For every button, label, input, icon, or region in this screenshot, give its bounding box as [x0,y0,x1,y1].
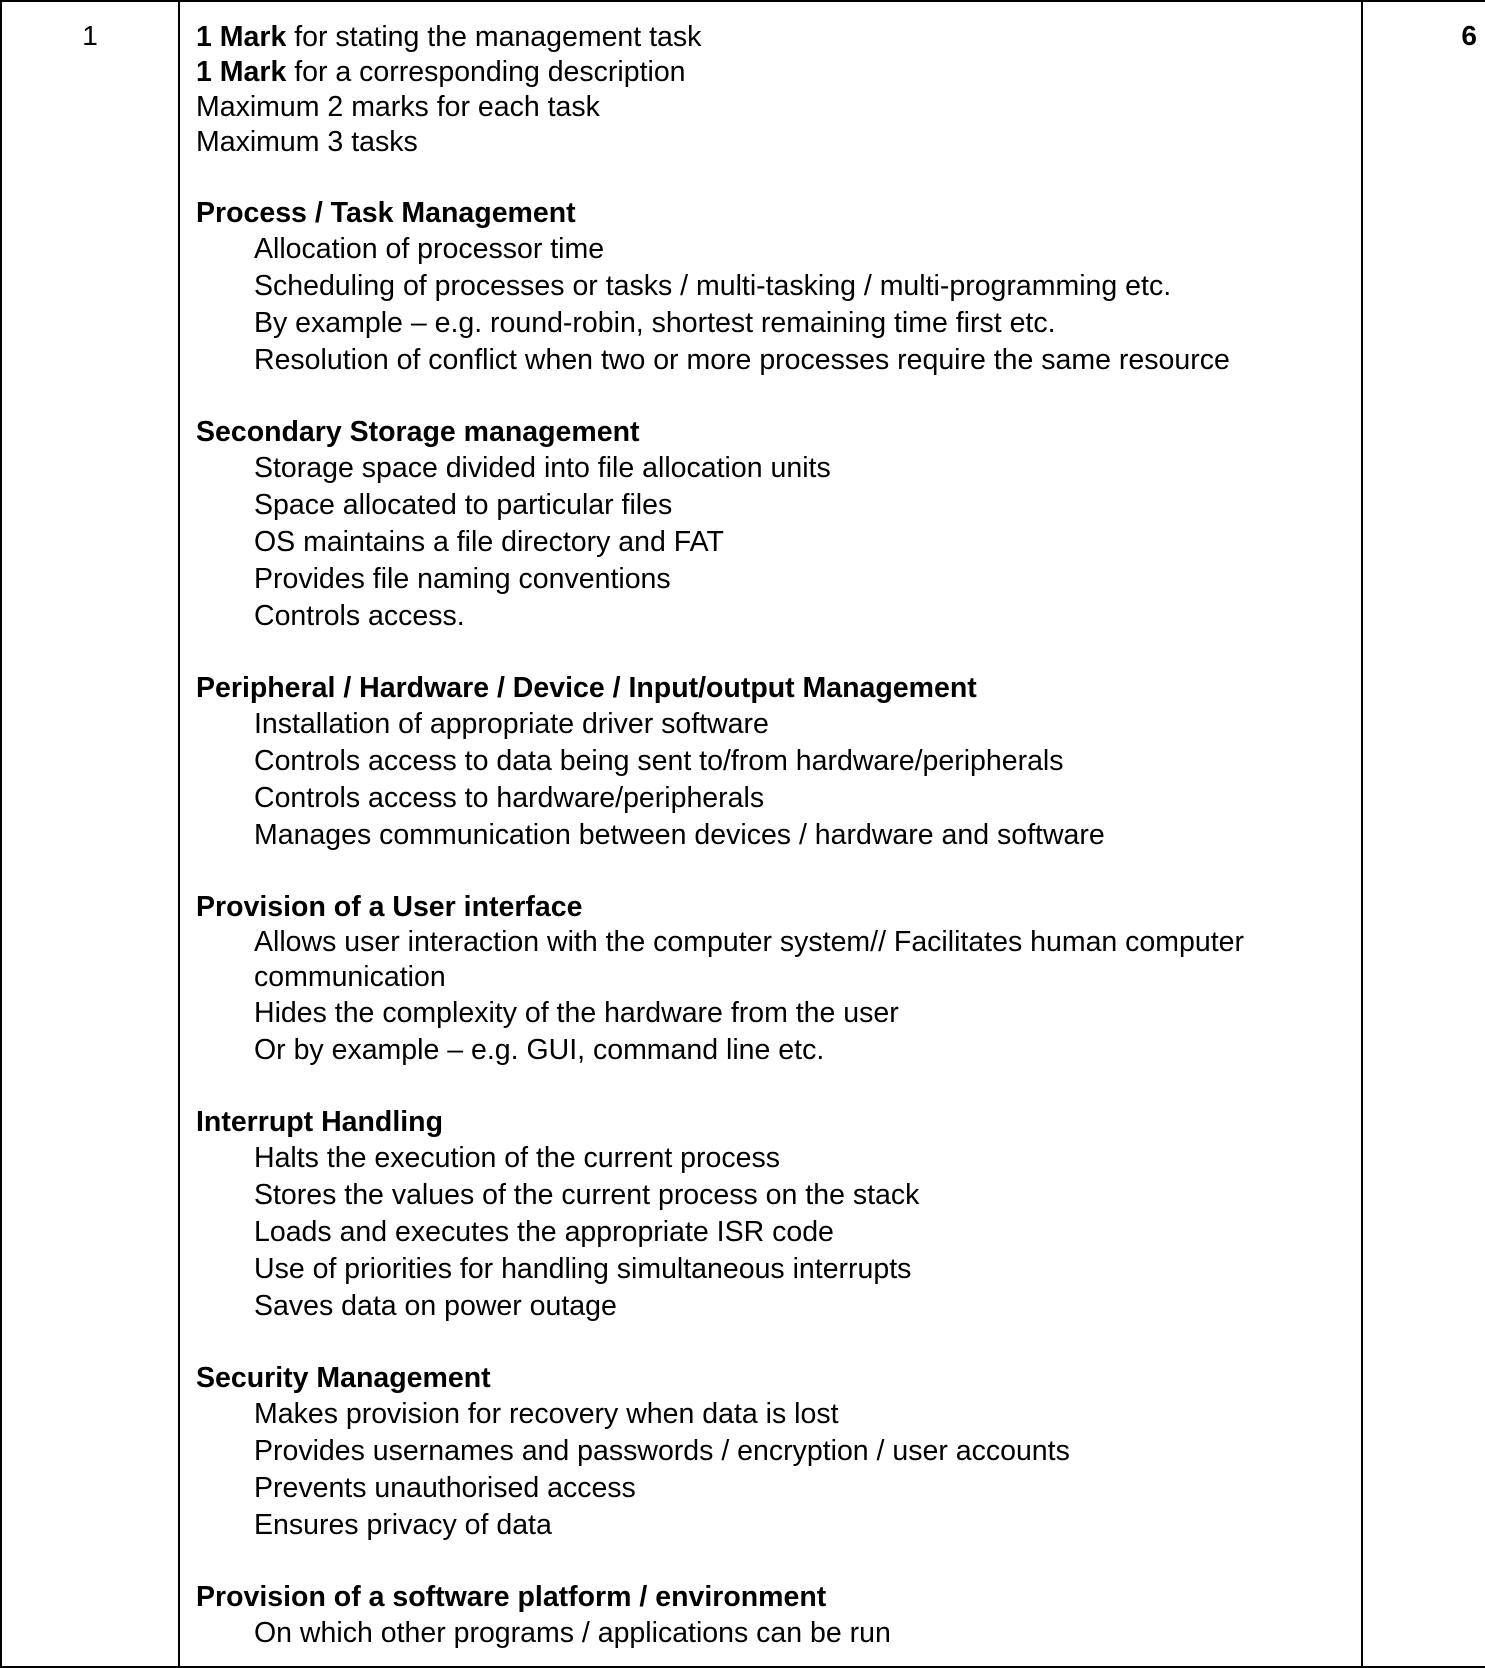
task-point: Controls access to data being sent to/from hardware/peripherals [254,745,1064,777]
answer-sections [196,195,1361,1652]
task-heading: Interrupt Handling [196,1106,443,1138]
task-point: By example – e.g. round-robin, shortest remaining time first etc. [254,307,1056,339]
task-heading: Provision of a software platform / environment [196,1581,827,1613]
task-section [196,1579,1361,1652]
task-point: Loads and executes the appropriate ISR code [254,1216,834,1248]
question-row [1,1,1485,1667]
question-number-cell [1,1,179,1667]
task-point: On which other programs / applications can be run [254,1617,891,1649]
question-number: 1 [82,20,98,51]
guidance-line [196,90,1361,125]
task-section [196,414,1361,635]
task-point: Prevents unauthorised access [254,1472,636,1504]
task-point: Manages communication between devices / hardware and software [254,819,1105,851]
task-point: Storage space divided into file allocation units [254,452,831,484]
task-heading: Process / Task Management [196,197,576,229]
guidance-text: Maximum 3 tasks [196,126,418,158]
task-section [196,195,1361,379]
task-point: Controls access. [254,600,465,632]
task-point: Or by example – e.g. GUI, command line etc. [254,1034,825,1066]
task-point: Space allocated to particular files [254,489,673,521]
marking-guidance [196,20,1361,160]
task-point: Halts the execution of the current process [254,1142,780,1174]
task-point: Provides file naming conventions [254,563,671,595]
task-section [196,1360,1361,1544]
task-section [196,1104,1361,1325]
task-point: Controls access to hardware/peripherals [254,782,765,814]
task-point: Allows user interaction with the computer system// Facilitates human computer communication [254,926,1244,993]
answer-content [180,2,1361,1652]
task-point: Makes provision for recovery when data is lost [254,1398,839,1430]
task-heading: Peripheral / Hardware / Device / Input/output Management [196,672,977,704]
task-section [196,889,1361,1069]
guidance-line [196,20,1361,55]
answer-cell [179,1,1362,1667]
task-section [196,670,1361,854]
task-point: OS maintains a file directory and FAT [254,526,724,558]
task-point: Ensures privacy of data [254,1509,552,1541]
guidance-mark-label: 1 Mark [196,56,287,88]
task-point: Saves data on power outage [254,1290,617,1322]
guidance-text: Maximum 2 marks for each task [196,91,600,123]
task-heading: Secondary Storage management [196,416,640,448]
task-heading: Provision of a User interface [196,891,583,923]
task-point: Scheduling of processes or tasks / multi-tasking / multi-programming etc. [254,270,1172,302]
guidance-mark-label: 1 Mark [196,21,287,53]
task-point: Resolution of conflict when two or more processes require the same resource [254,344,1230,376]
guidance-text: for a corresponding description [286,56,686,88]
task-point: Provides usernames and passwords / encryption / user accounts [254,1435,1070,1467]
task-point: Use of priorities for handling simultaneous interrupts [254,1253,912,1285]
task-heading: Security Management [196,1362,491,1394]
task-point: Hides the complexity of the hardware from the user [254,997,899,1029]
task-point: Stores the values of the current process on the stack [254,1179,920,1211]
marks-cell [1362,1,1485,1667]
guidance-text: for stating the management task [286,21,702,53]
guidance-line [196,55,1361,90]
total-marks: 6 [1461,20,1477,51]
task-point: Allocation of processor time [254,233,605,265]
guidance-line [196,125,1361,160]
task-point: Installation of appropriate driver software [254,708,769,740]
